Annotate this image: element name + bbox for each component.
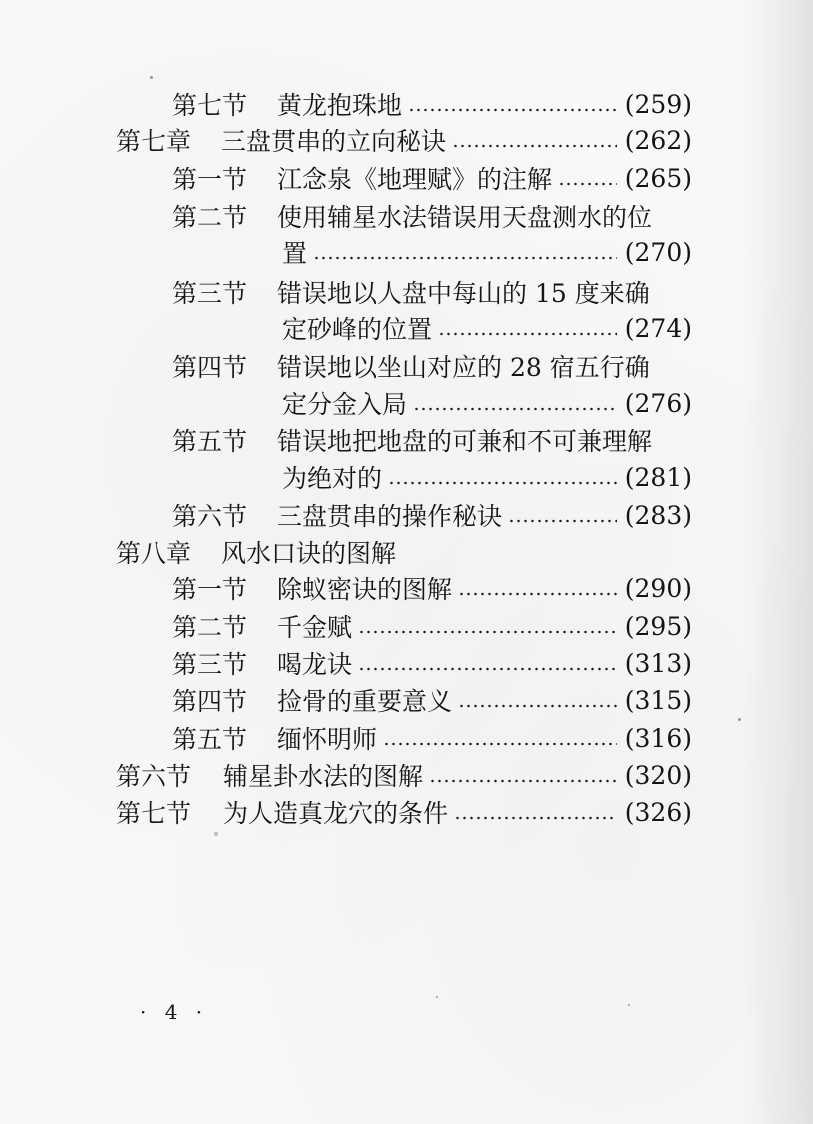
page-number: (274) bbox=[624, 313, 692, 343]
toc-entry bbox=[172, 570, 692, 606]
section-label: 第二节 bbox=[172, 613, 248, 642]
toc-entry bbox=[172, 348, 692, 384]
section-title: 捡骨的重要意义 bbox=[277, 687, 453, 716]
toc-entry bbox=[116, 534, 692, 570]
toc-entry bbox=[172, 682, 692, 718]
section-title: 错误地以坐山对应的 28 宿五行确 bbox=[277, 353, 650, 382]
toc-entry bbox=[172, 86, 692, 122]
section-title: 缅怀明师 bbox=[277, 725, 378, 754]
dot-leader bbox=[429, 779, 617, 783]
section-title: 使用辅星水法错误用天盘测水的位 bbox=[277, 203, 653, 232]
section-label: 第七节 bbox=[172, 91, 248, 120]
toc-entry-continuation bbox=[282, 234, 692, 270]
dot-leader bbox=[313, 256, 617, 260]
section-label: 第六节 bbox=[172, 502, 248, 531]
chapter-label: 第七章 bbox=[116, 127, 192, 156]
scan-speck bbox=[738, 718, 741, 721]
section-title: 为人造真龙穴的条件 bbox=[223, 799, 449, 828]
section-title: 江念泉《地理赋》的注解 bbox=[277, 165, 553, 194]
chapter-title: 三盘贯串的立向秘诀 bbox=[221, 127, 447, 156]
dot-leader bbox=[458, 704, 617, 708]
dot-leader bbox=[388, 481, 617, 485]
scan-speck bbox=[214, 832, 218, 836]
section-label: 第二节 bbox=[172, 203, 248, 232]
section-label: 第六节 bbox=[116, 762, 192, 791]
section-label: 第四节 bbox=[172, 353, 248, 382]
page-folio: · 4 · bbox=[140, 1000, 209, 1024]
section-title-continued: 定砂峰的位置 bbox=[282, 315, 433, 344]
toc-entry bbox=[172, 274, 692, 310]
toc-entry bbox=[172, 198, 692, 234]
toc-entry bbox=[172, 608, 692, 644]
page-number: (313) bbox=[624, 648, 692, 678]
section-title-continued: 置 bbox=[282, 239, 308, 268]
dot-leader bbox=[454, 816, 617, 820]
scan-speck bbox=[628, 1004, 630, 1006]
page-number: (326) bbox=[624, 797, 692, 827]
page-number: (265) bbox=[624, 163, 692, 193]
section-label: 第一节 bbox=[172, 575, 248, 604]
dot-leader bbox=[413, 407, 617, 411]
section-title: 千金赋 bbox=[277, 613, 353, 642]
page-number: (281) bbox=[624, 462, 692, 492]
dot-leader bbox=[452, 144, 617, 148]
section-label: 第三节 bbox=[172, 650, 248, 679]
dot-leader bbox=[558, 182, 617, 186]
toc-entry bbox=[116, 757, 692, 793]
chapter-title: 风水口诀的图解 bbox=[221, 539, 397, 568]
section-label: 第一节 bbox=[172, 165, 248, 194]
section-label: 第五节 bbox=[172, 427, 248, 456]
toc-entry-continuation bbox=[282, 459, 692, 495]
page-number: (316) bbox=[624, 723, 692, 753]
toc-entry-continuation bbox=[282, 385, 692, 421]
toc-entry bbox=[172, 645, 692, 681]
section-title: 喝龙诀 bbox=[277, 650, 353, 679]
page-number: (295) bbox=[624, 611, 692, 641]
toc-entry-continuation bbox=[282, 310, 692, 346]
toc-entry bbox=[172, 422, 692, 458]
section-title: 错误地把地盘的可兼和不可兼理解 bbox=[277, 427, 653, 456]
page-number: (262) bbox=[624, 125, 692, 155]
dot-leader bbox=[438, 332, 617, 336]
scan-speck bbox=[150, 76, 153, 79]
section-title: 错误地以人盘中每山的 15 度来确 bbox=[277, 279, 650, 308]
section-label: 第三节 bbox=[172, 279, 248, 308]
dot-leader bbox=[458, 592, 617, 596]
page-number: (290) bbox=[624, 573, 692, 603]
page-number: (276) bbox=[624, 388, 692, 418]
page-number: (283) bbox=[624, 500, 692, 530]
toc-entry bbox=[116, 794, 692, 830]
dot-leader bbox=[358, 667, 617, 671]
dot-leader bbox=[358, 630, 617, 634]
page-number: (259) bbox=[624, 89, 692, 119]
section-label: 第七节 bbox=[116, 799, 192, 828]
scan-speck bbox=[436, 996, 438, 998]
page-edge-shadow bbox=[743, 0, 813, 1124]
page-number: (315) bbox=[624, 685, 692, 715]
section-title-continued: 为绝对的 bbox=[282, 464, 383, 493]
chapter-label: 第八章 bbox=[116, 539, 192, 568]
section-title: 除蚁密诀的图解 bbox=[277, 575, 453, 604]
section-title: 辅星卦水法的图解 bbox=[223, 762, 424, 791]
dot-leader bbox=[383, 742, 617, 746]
section-title-continued: 定分金入局 bbox=[282, 390, 408, 419]
toc-entry bbox=[172, 720, 692, 756]
section-title: 黄龙抱珠地 bbox=[277, 91, 403, 120]
section-label: 第五节 bbox=[172, 725, 248, 754]
toc-entry bbox=[172, 160, 692, 196]
page-number: (270) bbox=[624, 237, 692, 267]
toc-entry bbox=[116, 122, 692, 158]
section-title: 三盘贯串的操作秘诀 bbox=[277, 502, 503, 531]
section-label: 第四节 bbox=[172, 687, 248, 716]
page-number: (320) bbox=[624, 760, 692, 790]
dot-leader bbox=[408, 108, 617, 112]
toc-entry bbox=[172, 497, 692, 533]
dot-leader bbox=[508, 519, 617, 523]
